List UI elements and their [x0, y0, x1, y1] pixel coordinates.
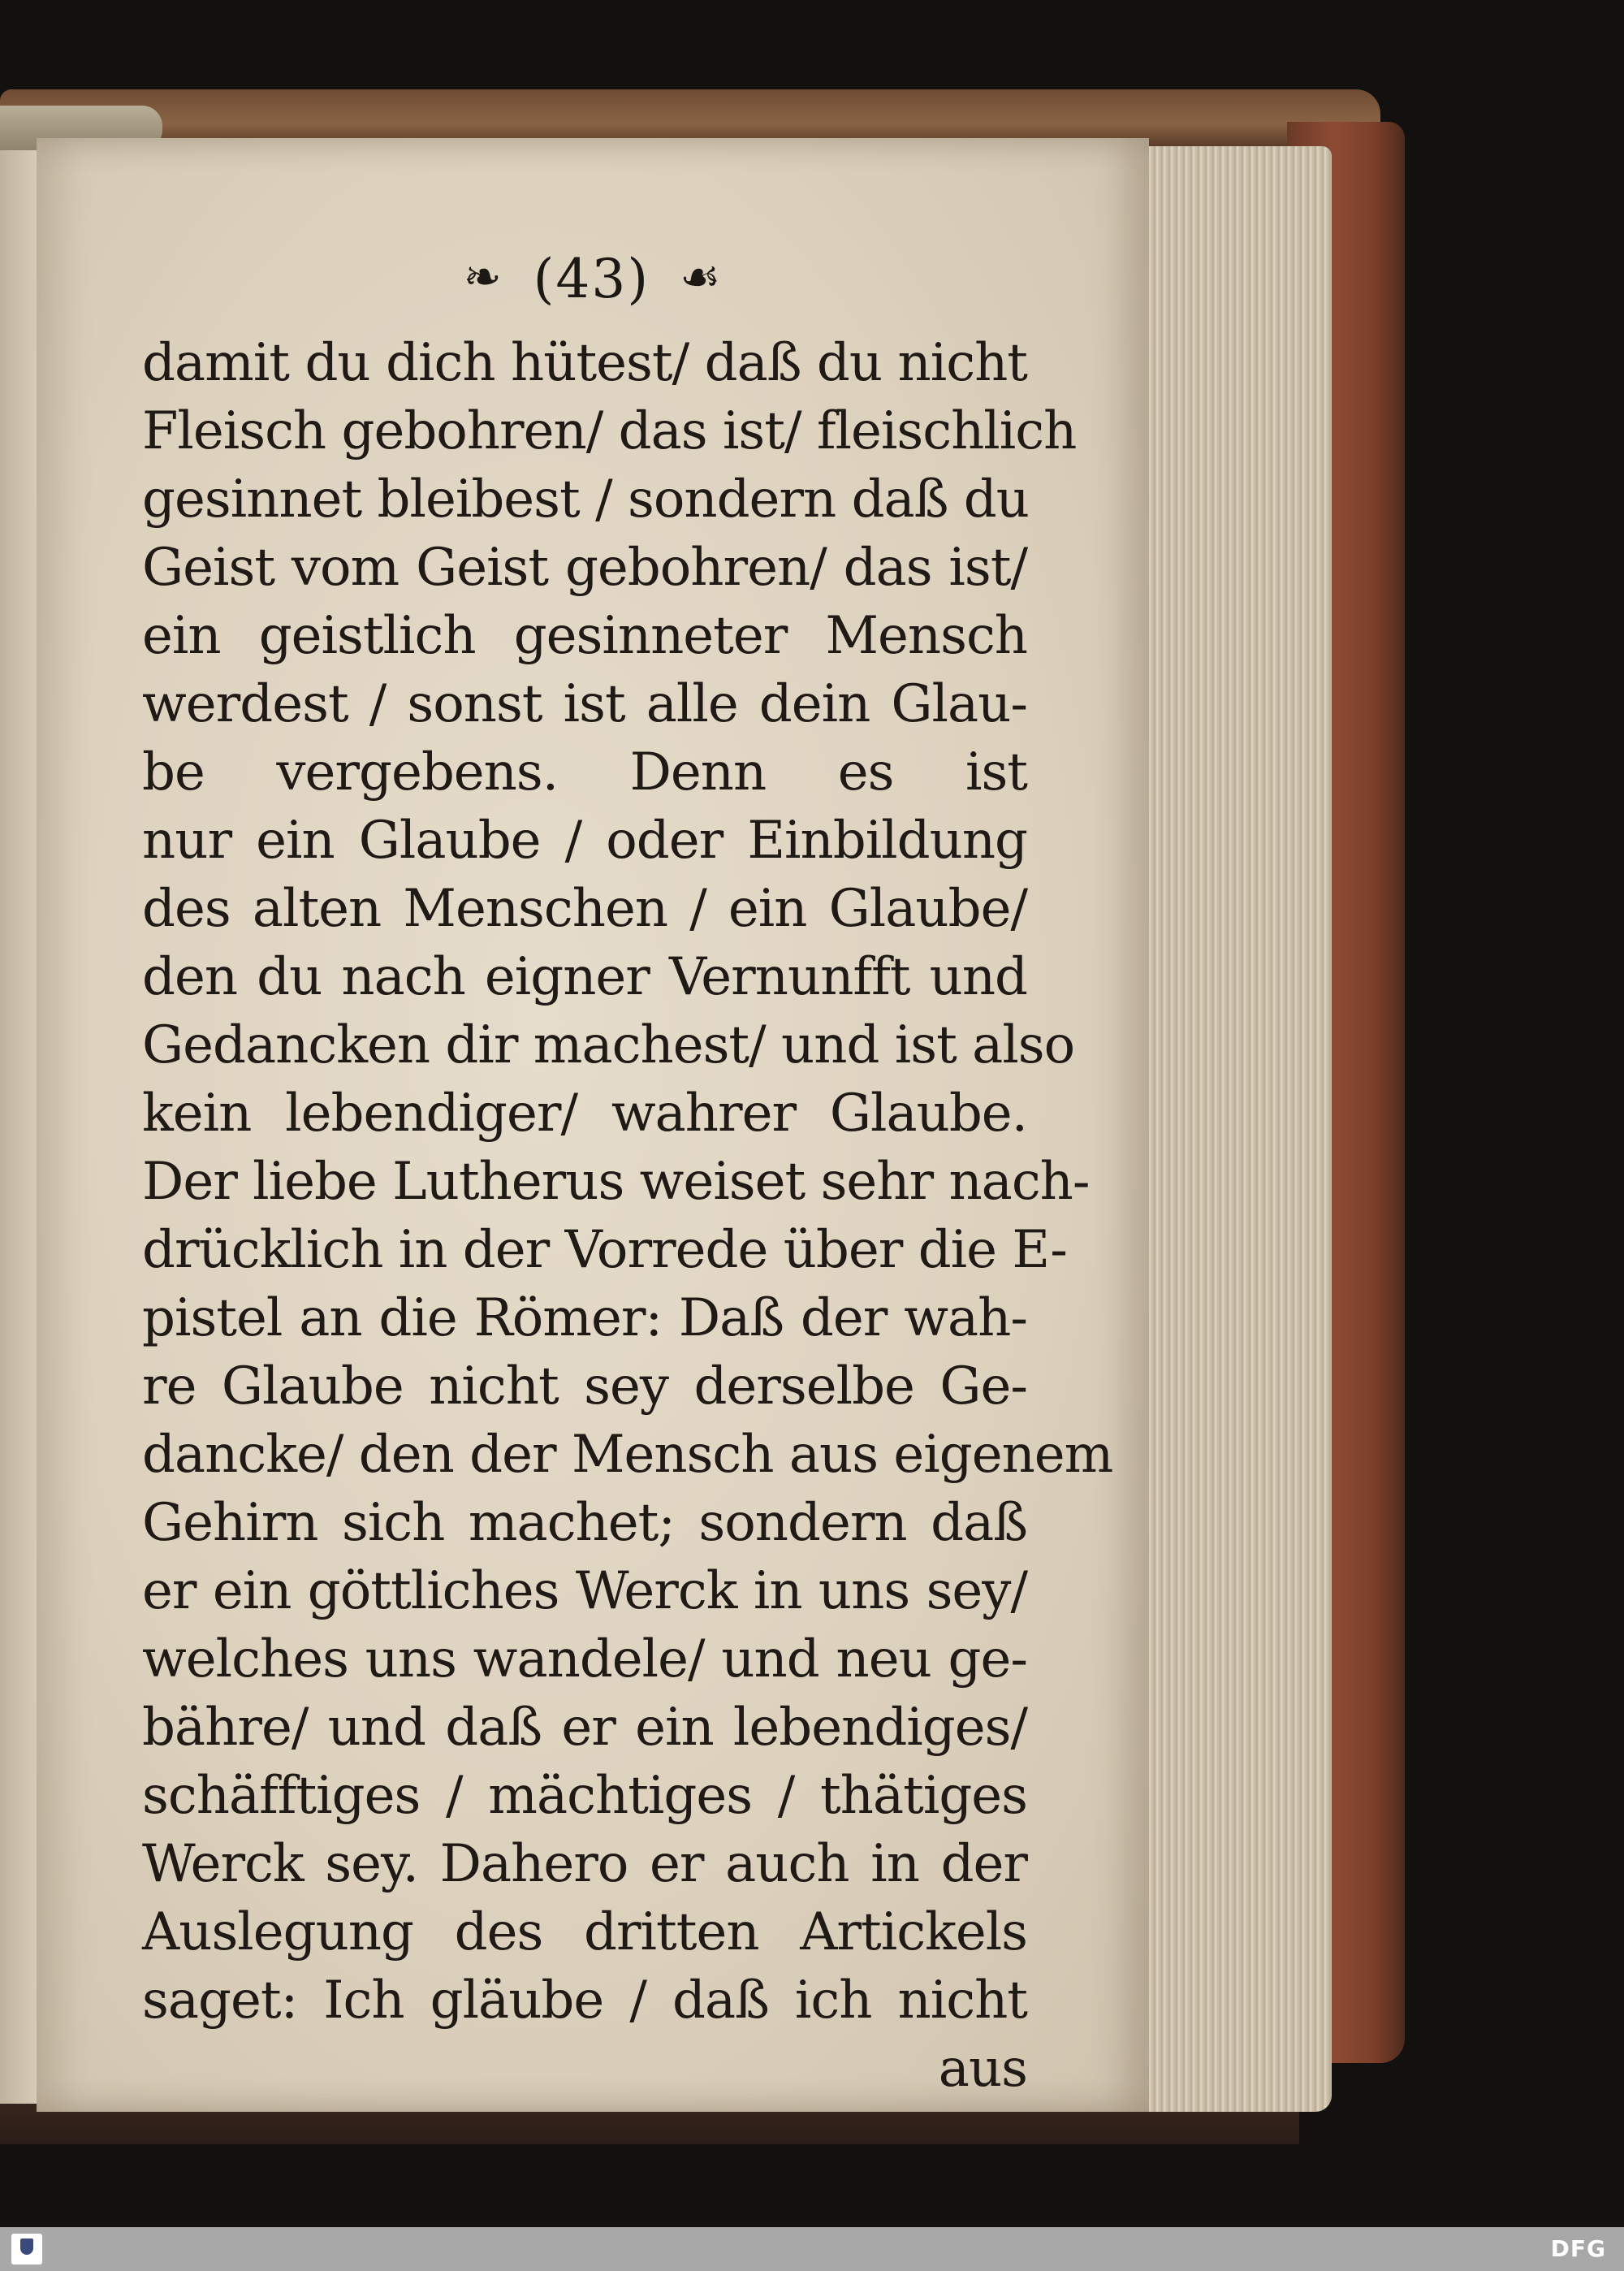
text-line: den du nach eigner Vernunfft und [142, 947, 1027, 1007]
text-line: werdest / sonst ist alle dein Glau- [142, 674, 1027, 734]
text-line: dancke/ den der Mensch aus eigenem [142, 1425, 1113, 1485]
text-line: pistel an die Römer: Daß der wah- [142, 1288, 1027, 1348]
page-edges [1145, 146, 1332, 2112]
text-line: Auslegung des dritten Artickels [142, 1902, 1027, 1962]
dfg-logo[interactable]: DFG [1550, 2235, 1606, 2262]
text-line: saget: Ich gläube / daß ich nicht [142, 1970, 1027, 2031]
page-header [37, 248, 1149, 310]
text-line: kein lebendiger/ wahrer Glaube. [142, 1084, 1027, 1144]
ornament-left-icon: ❧ [463, 251, 503, 304]
viewer-footer-bar [0, 2227, 1624, 2271]
text-line: er ein göttliches Werck in uns sey/ [142, 1561, 1027, 1621]
left-page-edge [0, 138, 39, 2104]
text-line: Werck sey. Dahero er auch in der [142, 1834, 1027, 1894]
text-line: welches uns wandele/ und neu ge- [142, 1629, 1027, 1689]
text-line: bähre/ und daß er ein lebendiges/ [142, 1698, 1027, 1758]
text-line: re Glaube nicht sey derselbe Ge- [142, 1356, 1027, 1417]
text-line: nur ein Glaube / oder Einbildung [142, 811, 1027, 871]
text-line: gesinnet bleibest / sondern daß du [142, 469, 1029, 530]
text-line: Geist vom Geist gebohren/ das ist/ [142, 538, 1027, 598]
page-text [142, 329, 1113, 2103]
catchword: aus [938, 2039, 1027, 2099]
text-line: Gehirn sich machet; sondern daß [142, 1493, 1027, 1553]
text-line: Fleisch gebohren/ das ist/ fleischlich [142, 401, 1077, 461]
ornament-right-icon: ☙ [680, 251, 723, 304]
page-number: (43) [533, 248, 650, 310]
text-line: drücklich in der Vorrede über die E- [142, 1220, 1067, 1280]
text-line: Der liebe Lutherus weiset sehr nach- [142, 1152, 1090, 1212]
library-logo-icon[interactable] [11, 2234, 42, 2265]
text-line: damit du dich hütest/ daß du nicht [142, 333, 1027, 393]
book-page [37, 138, 1149, 2112]
text-line: schäfftiges / mächtiges / thätiges [142, 1766, 1027, 1826]
text-line: des alten Menschen / ein Glaube/ [142, 879, 1027, 939]
text-line: Gedancken dir machest/ und ist also [142, 1015, 1075, 1075]
text-line: ein geistlich gesinneter Mensch [142, 606, 1027, 666]
text-line: be vergebens. Denn es ist [142, 742, 1027, 802]
